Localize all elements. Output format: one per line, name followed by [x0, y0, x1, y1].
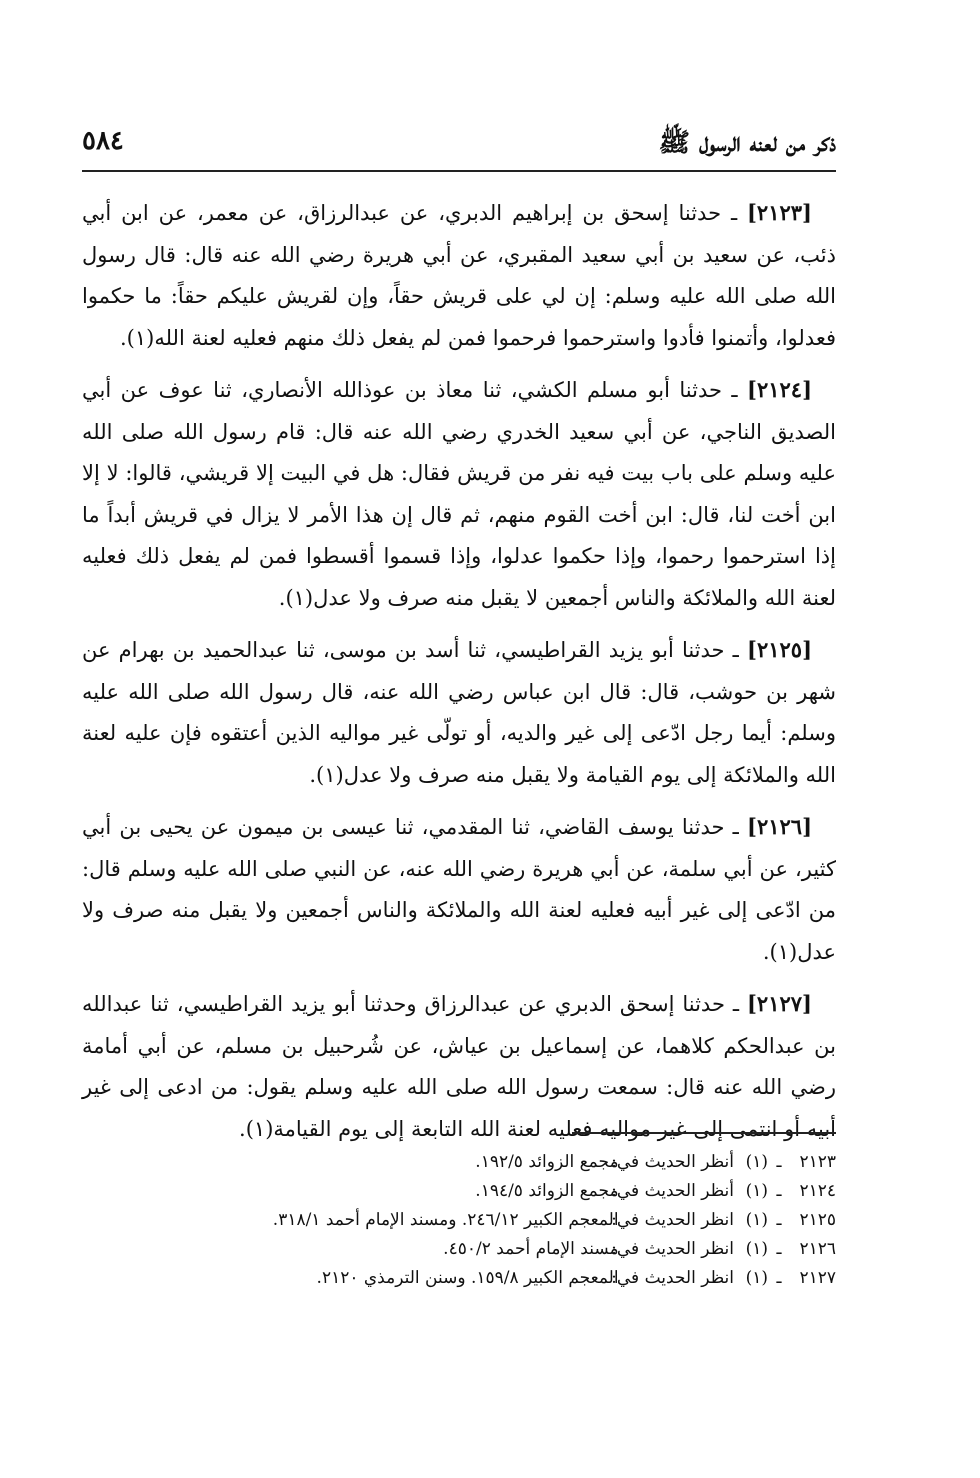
hadith-2123	[82, 192, 836, 359]
footnote-text: مجمع الزوائد ١٩٢/٥.	[475, 1152, 619, 1172]
footnote-id: ٢١٢٣	[799, 1152, 836, 1172]
footnote-2126	[82, 1235, 836, 1264]
hadith-text: ـ حدثنا يوسف القاضي، ثنا المقدمي، ثنا عيسى بن ميمون عن يحيى بن أبي كثير، عن أبي سلمة، عن أبي هريرة رضي الله عنه، عن النبي صلى الله عليه وسلم قال: من ادّعى إلى غير أبيه فعليه لعنة الله والملائكة والناس أجمعين ولا يقبل منه صرف ولا عدل	[82, 815, 836, 964]
footnote-id: ٢١٢٧	[799, 1268, 836, 1288]
footnote-divider	[572, 1132, 836, 1134]
hadith-text: ـ حدثنا إسحق الدبري عن عبدالرزاق وحدثنا أبو يزيد القراطيسي، ثنا عبدالله بن عبدالحكم كلاهما، عن إسماعيل بن عياش، عن شُرحبيل بن مسلم، عن أبي أمامة رضي الله عنه قال: سمعت رسول الله صلى الله عليه وسلم يقول: من ادعى إلى غير أبيه أو انتمى إلى غير مواليه فعليه لعنة الله التابعة إلى يوم القيامة	[82, 992, 836, 1141]
footnote-dash: ـ	[776, 1210, 782, 1230]
hadith-number: [٢١٢٤]	[747, 377, 812, 402]
footnote-dash: ـ	[776, 1152, 782, 1172]
hadith-text: ـ حدثنا إسحق بن إبراهيم الدبري، عن عبدالرزاق، عن معمر، عن ابن أبي ذئب، عن سعيد بن أبي سعيد المقبري، عن أبي هريرة رضي الله عنه قال: قال رسول الله صلى الله عليه وسلم: إن لي على قريش حقاً، وإن لقريش عليكم حقاً: ما حكموا فعدلوا، وأتمنوا فأدوا واسترحموا فرحموا فمن لم يفعل ذلك منهم فعليه لعنة الله	[82, 201, 836, 350]
footnote-id: ٢١٢٤	[799, 1181, 836, 1201]
footnote-mark: (١)	[745, 1268, 768, 1288]
hadith-number: [٢١٢٥]	[747, 637, 813, 662]
chapter-title: ذكر من لعنه الرسول ﷺ	[658, 128, 836, 158]
footnote-dash: ـ	[776, 1181, 782, 1201]
hadith-2124	[82, 369, 836, 619]
page-number: ٥٨٤	[82, 126, 124, 156]
running-header	[82, 120, 836, 164]
footnotes	[82, 1148, 836, 1293]
footnote-2125	[82, 1206, 836, 1235]
footnote-mark: (١)	[745, 1152, 768, 1172]
footnote-text: المعجم الكبير ٢٤٦/١٢. ومسند الإمام أحمد ٣١٨/١.	[272, 1210, 619, 1230]
footnote-dash: ـ	[776, 1239, 782, 1259]
footnote-marker: (١).	[762, 939, 798, 964]
header-divider	[82, 170, 836, 172]
footnote-dash: ـ	[776, 1268, 782, 1288]
footnote-text: مسند الإمام أحمد ٤٥٠/٢.	[443, 1239, 619, 1259]
hadith-number: [٢١٢٣]	[746, 200, 812, 225]
hadith-2127	[82, 983, 836, 1150]
footnote-2127	[82, 1264, 836, 1293]
hadith-text: ـ حدثنا أبو مسلم الكشي، ثنا معاذ بن عوذالله الأنصاري، ثنا عوف عن أبي الصديق الناجي، عن أبي سعيد الخدري رضي الله عنه قال: قام رسول الله صلى الله عليه وسلم على باب بيت فيه نفر من قريش فقال: هل في البيت إلا قريشي، قالوا: لا إلا ابن أخت لنا، قال: ابن أخت القوم منهم، ثم قال إن هذا الأمر لا يزال في قريش أبداً ما إذا استرحموا رحموا، وإذا حكموا عدلوا، وإذا قسموا أقسطوا فمن لم يفعل ذلك فعليه لعنة الله والملائكة والناس أجمعين لا يقبل منه صرف ولا عدل	[82, 378, 836, 610]
hadith-2126	[82, 806, 836, 973]
footnote-id: ٢١٢٦	[799, 1239, 836, 1259]
footnote-2123	[82, 1148, 836, 1177]
main-text	[82, 192, 836, 1160]
footnote-lead: انظر الحديث في:	[611, 1268, 734, 1288]
footnote-lead: أنظر الحديث في:	[611, 1152, 734, 1172]
footnote-mark: (١)	[745, 1181, 768, 1201]
footnote-mark: (١)	[745, 1210, 768, 1230]
footnote-id: ٢١٢٥	[799, 1210, 836, 1230]
footnote-marker: (١).	[278, 585, 314, 610]
footnote-mark: (١)	[745, 1239, 768, 1259]
footnote-text: المعجم الكبير ١٥٩/٨. وسنن الترمذي ٢١٢٠.	[316, 1268, 619, 1288]
footnote-lead: أنظر الحديث في:	[611, 1181, 734, 1201]
footnote-lead: انظر الحديث في:	[611, 1210, 734, 1230]
footnote-marker: (١).	[239, 1116, 274, 1141]
footnote-marker: (١).	[309, 762, 344, 787]
footnote-2124	[82, 1177, 836, 1206]
hadith-text: ـ حدثنا أبو يزيد القراطيسي، ثنا أسد بن موسى، ثنا عبدالحميد بن بهرام عن شهر بن حوشب، قال: قال ابن عباس رضي الله عنه، قال رسول الله صلى الله عليه وسلم: أيما رجل ادّعى إلى غير والديه، أو تولّى غير مواليه الذين أعتقوه فإن عليه لعنة الله والملائكة إلى يوم القيامة ولا يقبل منه صرف ولا عدل	[82, 638, 836, 787]
footnote-text: مجمع الزوائد ١٩٤/٥.	[475, 1181, 619, 1201]
footnote-lead: انظر الحديث في:	[611, 1239, 734, 1259]
footnote-marker: (١).	[119, 325, 155, 350]
hadith-number: [٢١٢٧]	[746, 991, 812, 1016]
hadith-number: [٢١٢٦]	[747, 814, 812, 839]
hadith-2125	[82, 629, 836, 796]
